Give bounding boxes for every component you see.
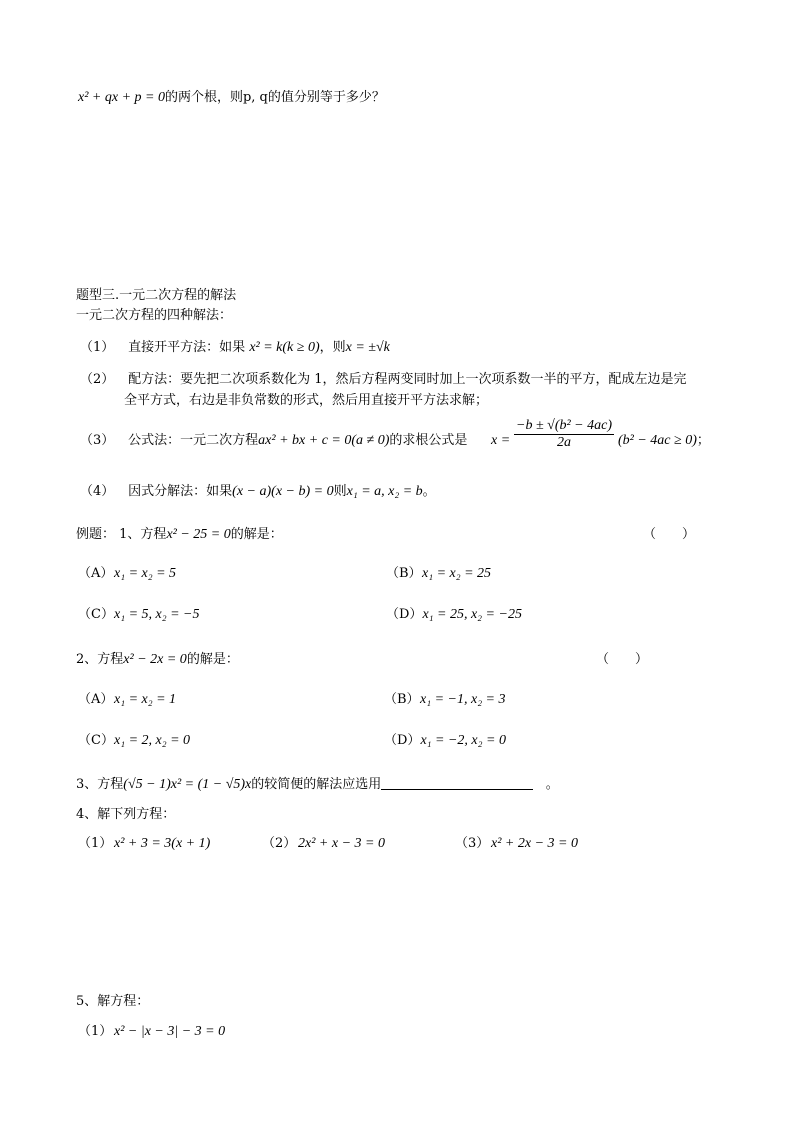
answer-paren: （ ） xyxy=(596,652,649,667)
example-4-stem: 4、解下列方程： xyxy=(76,807,176,822)
question-text: 的较简便的解法应选用 xyxy=(251,777,382,792)
example-1-stem xyxy=(76,527,283,544)
option-c xyxy=(78,733,190,750)
example-2-stem xyxy=(76,652,239,669)
method-4 xyxy=(80,484,436,501)
method-2 xyxy=(80,372,687,388)
option-math: x₁ = 5, x₂ = −5 xyxy=(114,607,200,622)
option-math: x₁ = x₂ = 1 xyxy=(114,692,177,707)
example-3 xyxy=(76,775,559,794)
item-math: x² + 2x − 3 = 0 xyxy=(491,836,578,851)
formula-numerator: −b ± √(b² − 4ac) xyxy=(516,418,612,433)
option-math: x₁ = x₂ = 25 xyxy=(422,566,492,581)
item-math: x² − |x − 3| − 3 = 0 xyxy=(114,1024,226,1039)
option-a xyxy=(78,692,176,709)
method-text: 要先把二次项系数化为 1，然后方程两变同时加上一次项系数一半的平方，配成左边是完 xyxy=(180,372,687,387)
method-math: (x − a)(x − b) = 0 xyxy=(232,484,334,499)
method-number: （3） xyxy=(80,433,115,448)
item-label: （3） xyxy=(455,836,490,851)
question-math: (√5 − 1)x² = (1 − √5)x xyxy=(123,777,252,792)
top-question xyxy=(78,90,385,107)
option-label: （A） xyxy=(78,566,114,581)
option-label: （D） xyxy=(386,607,423,622)
question-math: x² − 2x = 0 xyxy=(123,652,187,667)
option-math: x₁ = 25, x₂ = −25 xyxy=(422,607,522,622)
method-number: （4） xyxy=(80,484,115,499)
question-text: 3、方程 xyxy=(76,777,124,792)
option-label: （B） xyxy=(384,692,420,707)
option-a xyxy=(78,566,176,583)
question-text: 的解是： xyxy=(230,527,283,542)
option-math: x₁ = 2, x₂ = 0 xyxy=(114,733,191,748)
method-text: 的求根公式是 xyxy=(389,433,468,448)
option-label: （A） xyxy=(78,692,114,707)
answer-paren: （ ） xyxy=(643,527,696,542)
equation-item xyxy=(262,836,385,853)
option-b xyxy=(384,692,506,709)
method-name: 直接开平方法： xyxy=(128,340,220,355)
formula-denominator: 2a xyxy=(557,435,571,450)
option-c xyxy=(78,607,200,624)
equation-item xyxy=(455,836,578,853)
item-math: 2x² + x − 3 = 0 xyxy=(298,836,385,851)
answer-blank[interactable] xyxy=(381,775,533,790)
method-number: （1） xyxy=(80,340,115,355)
question-text: 2、方程 xyxy=(76,652,124,667)
method-1 xyxy=(80,340,390,357)
method-number: （2） xyxy=(80,372,115,387)
equation-item xyxy=(78,836,210,853)
end-mark: 。 xyxy=(422,484,436,499)
option-math: x₁ = −2, x₂ = 0 xyxy=(420,733,506,748)
end-mark: ； xyxy=(696,433,710,448)
method-name: 因式分解法： xyxy=(128,484,207,499)
method-text: 则 xyxy=(333,484,347,499)
method-math: ax² + bx + c = 0(a ≠ 0) xyxy=(258,433,390,448)
method-math: x² = k(k ≥ 0) xyxy=(249,340,320,355)
question-math: x² − 25 = 0 xyxy=(166,527,231,542)
option-math: x₁ = x₂ = 5 xyxy=(114,566,177,581)
top-question-math: x² + qx + p = 0 xyxy=(78,90,165,105)
question-text: 1、方程 xyxy=(119,527,167,542)
examples-label: 例题： xyxy=(76,527,116,542)
item-label: （1） xyxy=(78,1024,113,1039)
option-b xyxy=(386,566,491,583)
method-2-continued: 全平方式，右边是非负常数的形式，然后用直接开平方法求解； xyxy=(124,393,489,408)
method-text: ，则 xyxy=(319,340,346,355)
option-label: （C） xyxy=(78,733,114,748)
top-question-text: 的两个根，则p, q的值分别等于多少？ xyxy=(164,90,385,105)
option-math: x₁ = −1, x₂ = 3 xyxy=(420,692,506,707)
method-text: 如果 xyxy=(219,340,246,355)
formula-condition-wrap xyxy=(618,433,710,450)
formula-lhs: x = xyxy=(491,433,511,448)
section-subtitle: 一元二次方程的四种解法： xyxy=(76,308,233,323)
question-text: 的解是： xyxy=(186,652,239,667)
method-text: 如果 xyxy=(206,484,233,499)
item-label: （1） xyxy=(78,836,113,851)
formula-condition: (b² − 4ac ≥ 0) xyxy=(618,433,697,448)
option-label: （B） xyxy=(386,566,422,581)
option-d xyxy=(384,733,506,750)
method-math: x = ±√k xyxy=(345,340,390,355)
method-text: 一元二次方程 xyxy=(180,433,259,448)
method-name: 配方法： xyxy=(128,372,181,387)
item-math: x² + 3 = 3(x + 1) xyxy=(114,836,211,851)
method-3 xyxy=(80,433,467,450)
option-label: （D） xyxy=(384,733,421,748)
method-name: 公式法： xyxy=(128,433,181,448)
option-label: （C） xyxy=(78,607,114,622)
section-title: 题型三.一元二次方程的解法 xyxy=(76,288,237,303)
example-5-stem: 5、解方程： xyxy=(76,994,150,1009)
equation-item xyxy=(78,1024,225,1041)
method-math: x₁ = a, x₂ = b xyxy=(346,484,423,499)
end-mark: 。 xyxy=(545,777,559,792)
option-d xyxy=(386,607,522,624)
item-label: （2） xyxy=(262,836,297,851)
quadratic-formula xyxy=(514,418,614,451)
